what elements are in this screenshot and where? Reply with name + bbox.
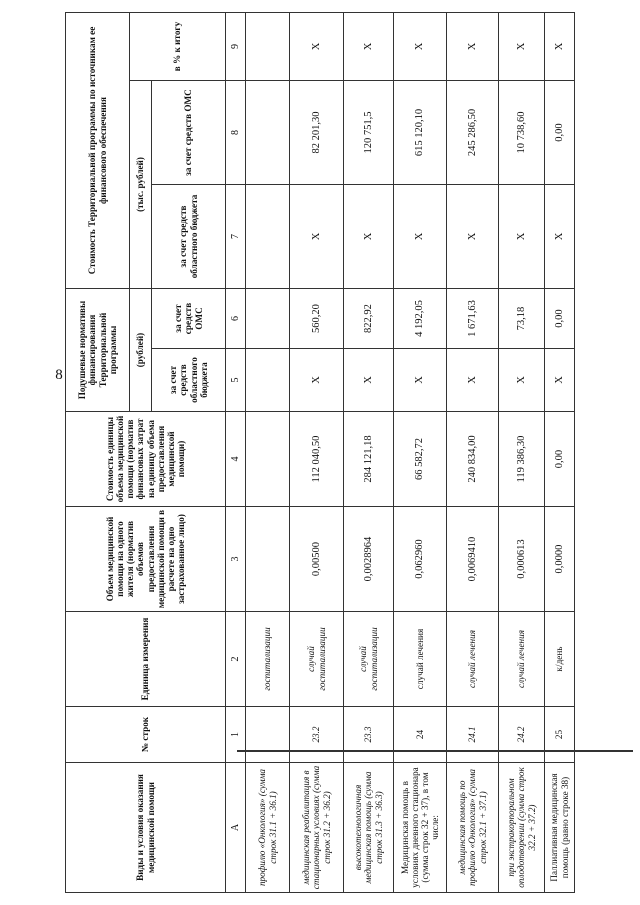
funding-table [65, 12, 575, 893]
header-kinds-conditions: Виды и условия оказания медицинской помощи [66, 763, 226, 893]
row-norm-oms [246, 289, 290, 349]
row-cost-percent: Х [545, 13, 575, 81]
page-rule-line [237, 750, 633, 752]
row-cost-budget: Х [447, 185, 499, 289]
row-cost-percent: Х [290, 13, 344, 81]
index-cell: 6 [226, 289, 246, 349]
row-cost-oms: 10 738,60 [499, 81, 545, 185]
row-name: профилю «Онкология» (сумма строк 31.1 + 36.1) [246, 763, 290, 893]
row-number: 24.2 [499, 707, 545, 763]
index-cell: 2 [226, 612, 246, 707]
column-index-row [226, 13, 246, 893]
header-program-cost: Стоимость Территориальной программы по источникам ее финансового обеспечения [66, 13, 130, 289]
row-cost-oms: 120 751,5 [344, 81, 394, 185]
table-row [246, 13, 290, 893]
row-norm-oms: 1 671,63 [447, 289, 499, 349]
row-cost-percent: Х [344, 13, 394, 81]
header-norms-oms: за счет средств ОМС [152, 289, 226, 349]
row-cost-budget: Х [545, 185, 575, 289]
header-volume: Объем медицинской помощи на одного жителя (норматив объемов предоставления медицинской помощи в расчете на одно застрахованное лицо) [66, 507, 226, 612]
row-unit-cost: 66 582,72 [394, 412, 447, 507]
index-cell: А [226, 763, 246, 893]
row-unit: случай госпитализации [344, 612, 394, 707]
index-cell: 3 [226, 507, 246, 612]
table-row [447, 13, 499, 893]
row-name: медицинская помощь по профилю «Онкология» (сумма строк 32.1 + 37.1) [447, 763, 499, 893]
row-norm-budget: Х [447, 349, 499, 412]
row-unit-cost: 240 834,00 [447, 412, 499, 507]
row-norm-oms: 560,20 [290, 289, 344, 349]
row-norm-budget: Х [499, 349, 545, 412]
row-volume [246, 507, 290, 612]
row-name: при экстракорпоральном оплодотворении (сумма строк 32.2 + 37.2) [499, 763, 545, 893]
page-number: 8 [55, 367, 63, 383]
row-norm-budget [246, 349, 290, 412]
index-cell: 4 [226, 412, 246, 507]
row-norm-oms: 0,00 [545, 289, 575, 349]
row-unit-cost: 119 386,30 [499, 412, 545, 507]
table-row [290, 13, 344, 893]
row-cost-percent [246, 13, 290, 81]
row-norm-budget: Х [344, 349, 394, 412]
row-number: 24 [394, 707, 447, 763]
row-unit: к/день [545, 612, 575, 707]
row-unit-cost [246, 412, 290, 507]
row-cost-budget: Х [499, 185, 545, 289]
row-volume: 0,000613 [499, 507, 545, 612]
table-row [344, 13, 394, 893]
row-unit-cost: 284 121,18 [344, 412, 394, 507]
row-unit-cost: 112 040,50 [290, 412, 344, 507]
row-unit: случай лечения [447, 612, 499, 707]
row-cost-percent: Х [499, 13, 545, 81]
row-cost-budget: Х [344, 185, 394, 289]
header-norms-budget: за счет средств областного бюджета [152, 349, 226, 412]
row-volume: 0,062960 [394, 507, 447, 612]
row-number: 23.3 [344, 707, 394, 763]
row-volume: 0,0069410 [447, 507, 499, 612]
header-cost-oms: за счет средств ОМС [152, 81, 226, 185]
row-volume: 0,0028964 [344, 507, 394, 612]
row-cost-percent: Х [394, 13, 447, 81]
row-cost-oms: 615 120,10 [394, 81, 447, 185]
header-per-capita-norms: Подушевые нормативы финансирования Территориальной программы [66, 289, 130, 412]
row-number: 24.1 [447, 707, 499, 763]
row-unit: случай лечения [394, 612, 447, 707]
index-cell: 5 [226, 349, 246, 412]
row-name: Паллиативная медицинская помощь (равно строке 38) [545, 763, 575, 893]
index-cell: 1 [226, 707, 246, 763]
row-cost-oms [246, 81, 290, 185]
row-number: 23.2 [290, 707, 344, 763]
table-row [499, 13, 545, 893]
row-cost-percent: Х [447, 13, 499, 81]
row-number [246, 707, 290, 763]
header-norms-unit: (рублей) [130, 289, 152, 412]
row-norm-oms: 73,18 [499, 289, 545, 349]
row-norm-oms: 4 192,05 [394, 289, 447, 349]
row-cost-oms: 245 286,50 [447, 81, 499, 185]
row-name: Медицинская помощь в условиях дневного стационара (сумма строк 32 + 37), в том числе: [394, 763, 447, 893]
row-volume: 0,0000 [545, 507, 575, 612]
row-name: медицинская реабилитация в стационарных условиях (сумма строк 31.2 + 36.2) [290, 763, 344, 893]
rotated-table-wrapper [65, 13, 570, 893]
row-cost-budget [246, 185, 290, 289]
row-norm-oms: 822,92 [344, 289, 394, 349]
row-norm-budget: Х [290, 349, 344, 412]
row-number: 25 [545, 707, 575, 763]
index-cell: 8 [226, 81, 246, 185]
row-norm-budget: Х [394, 349, 447, 412]
header-cost-percent: в % к итогу [130, 13, 226, 81]
header-cost-budget: за счет средств областного бюджета [152, 185, 226, 289]
row-unit: госпитализации [246, 612, 290, 707]
row-unit: случай госпитализации [290, 612, 344, 707]
index-cell: 9 [226, 13, 246, 81]
row-volume: 0,00500 [290, 507, 344, 612]
row-cost-budget: Х [394, 185, 447, 289]
index-cell: 7 [226, 185, 246, 289]
header-unit: Единица измерения [66, 612, 226, 707]
row-unit-cost: 0,00 [545, 412, 575, 507]
table-row [545, 13, 575, 893]
row-cost-budget: Х [290, 185, 344, 289]
header-cost-unit: (тыс. рублей) [130, 81, 152, 289]
row-name: высокотехнологичная медицинская помощь (сумма строк 31.3 + 36.3) [344, 763, 394, 893]
row-norm-budget: Х [545, 349, 575, 412]
header-row-number: № строк [66, 707, 226, 763]
row-unit: случай лечения [499, 612, 545, 707]
table-row [394, 13, 447, 893]
row-cost-oms: 82 201,30 [290, 81, 344, 185]
row-cost-oms: 0,00 [545, 81, 575, 185]
header-unit-cost: Стоимость единицы объема медицинской помощи (норматив финансовых затрат на единицу объема предоставления медицинской помощи) [66, 412, 226, 507]
